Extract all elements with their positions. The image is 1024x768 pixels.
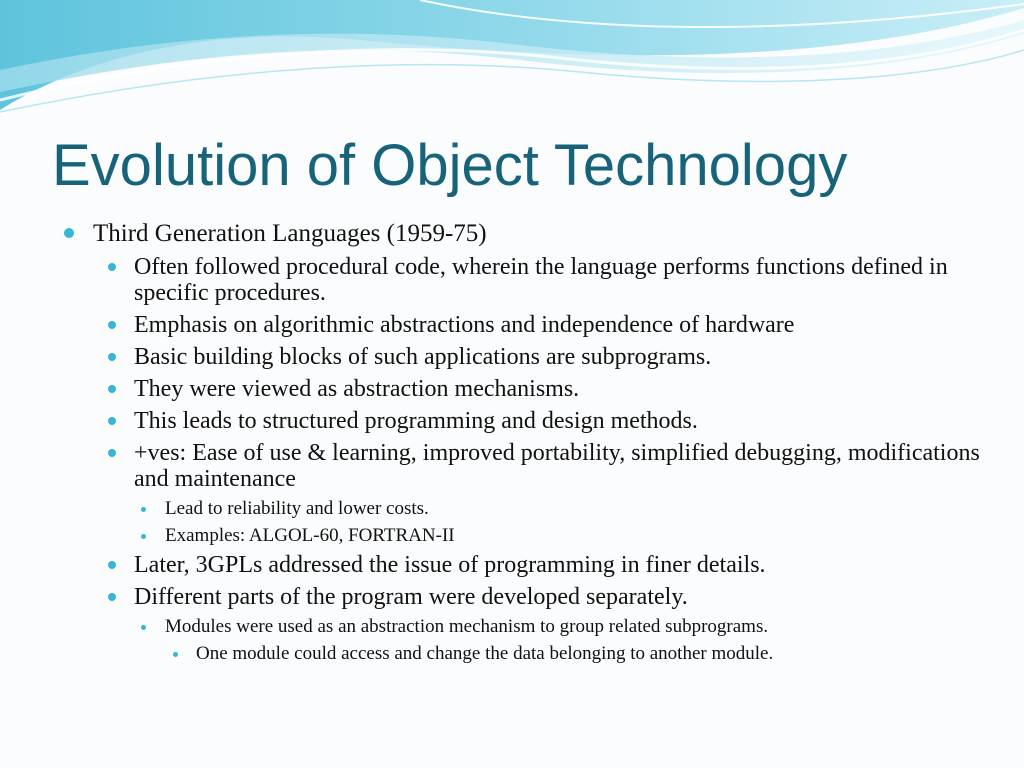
list-item [0, 376, 1024, 402]
list-item [0, 254, 1024, 306]
list-item [0, 643, 1024, 665]
bullet-text: They were viewed as abstraction mechanisms. [134, 376, 580, 402]
bullet-dot [141, 507, 146, 512]
bullet-text: One module could access and change the data belonging to another module. [196, 643, 774, 664]
header-wave-decoration [0, 0, 1024, 120]
bullet-text: Examples: ALGOL-60, FORTRAN-II [165, 525, 455, 546]
list-item [0, 525, 1024, 547]
bullet-list [0, 220, 1024, 670]
slide-title: Evolution of Object Technology [52, 133, 848, 198]
list-item [0, 220, 1024, 248]
bullet-text: Lead to reliability and lower costs. [165, 498, 429, 519]
bullet-dot [108, 263, 116, 271]
bullet-text: Often followed procedural code, wherein the language performs functions defined in specific procedures. [134, 254, 948, 306]
list-item [0, 440, 1024, 492]
bullet-text: Different parts of the program were developed separately. [134, 584, 688, 610]
list-item [0, 344, 1024, 370]
bullet-text: Basic building blocks of such applications are subprograms. [134, 344, 712, 370]
bullet-text: Emphasis on algorithmic abstractions and independence of hardware [134, 312, 795, 338]
bullet-text: Later, 3GPLs addressed the issue of programming in finer details. [134, 552, 766, 578]
bullet-text: This leads to structured programming and design methods. [134, 408, 698, 434]
bullet-dot [108, 353, 116, 361]
list-item [0, 584, 1024, 610]
bullet-text: +ves: Ease of use & learning, improved portability, simplified debugging, modifications and maintenance [134, 440, 980, 492]
list-item [0, 408, 1024, 434]
bullet-text: Modules were used as an abstraction mechanism to group related subprograms. [165, 616, 769, 637]
bullet-dot [141, 534, 146, 539]
bullet-dot [64, 228, 74, 238]
bullet-dot [108, 385, 116, 393]
bullet-dot [173, 652, 178, 657]
list-item [0, 312, 1024, 338]
list-item [0, 616, 1024, 638]
bullet-dot [108, 417, 116, 425]
list-item [0, 552, 1024, 578]
list-item [0, 498, 1024, 520]
bullet-dot [108, 593, 116, 601]
bullet-text: Third Generation Languages (1959-75) [93, 220, 487, 247]
bullet-dot [108, 449, 116, 457]
bullet-dot [108, 561, 116, 569]
bullet-dot [141, 625, 146, 630]
bullet-dot [108, 321, 116, 329]
